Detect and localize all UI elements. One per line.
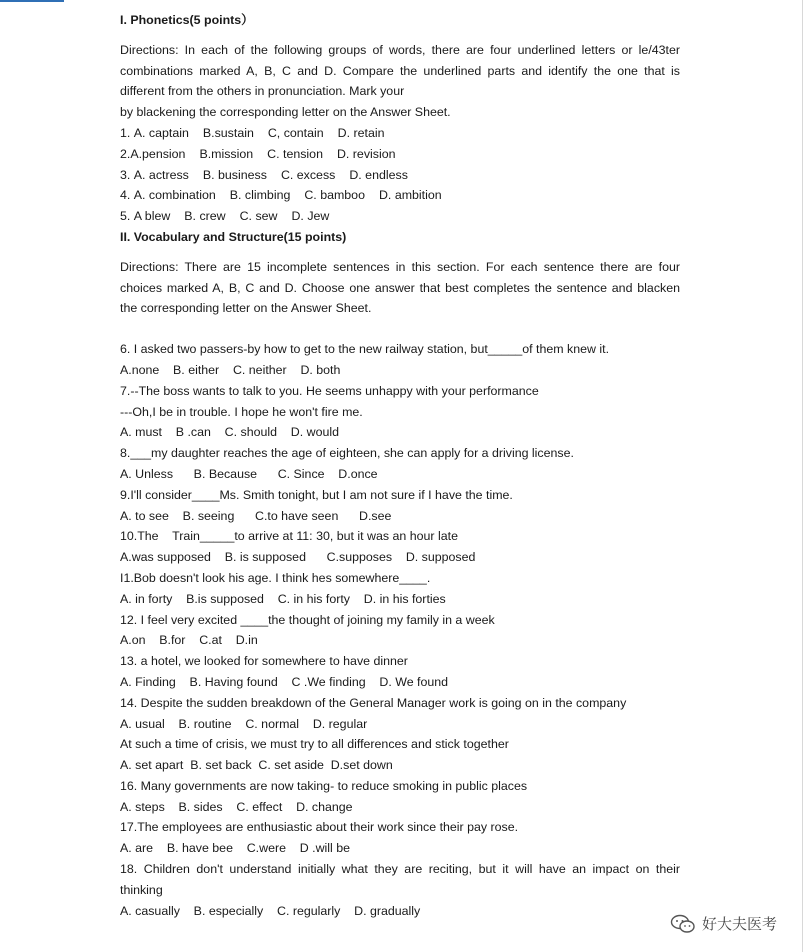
question-line: A.none B. either C. neither D. both	[120, 362, 341, 377]
question-line: 16. Many governments are now taking- to reduce smoking in public places	[120, 778, 528, 793]
answer-option: C. bamboo	[304, 188, 365, 203]
question-line: 18. Children don't understand initially what they are reciting, but it will have an impact on their	[120, 862, 680, 877]
answer-option: C, contain	[267, 125, 324, 140]
question-line: A.was supposed B. is supposed C.supposes D. supposed	[120, 550, 476, 565]
answer-option: A blew	[133, 209, 171, 224]
question-line: 10.The Train_____to arrive at 11: 30, but it was an hour late	[120, 529, 458, 544]
question-line: A.on B.for C.at D.in	[120, 633, 258, 648]
answer-option: A. captain	[133, 125, 189, 140]
answer-option: C. tension	[267, 146, 323, 161]
answer-option: D. Jew	[291, 209, 330, 224]
question-line: 17.The employees are enthusiastic about their work since their pay rose.	[120, 820, 519, 835]
answer-option: B.sustain	[202, 125, 254, 140]
question-line: 8.___my daughter reaches the age of eighteen, she can apply for a driving license.	[120, 446, 574, 461]
exam-page	[120, 10, 680, 921]
section2-directions-line: choices marked A, B, C and D. Choose one answer that best completes the sentence and blacken	[120, 280, 680, 295]
question-line: 14. Despite the sudden breakdown of the General Manager work is going on in the company	[120, 695, 627, 710]
watermark	[670, 913, 777, 934]
question-line: 9.I'll consider____Ms. Smith tonight, but I am not sure if I have the time.	[120, 487, 513, 502]
answer-option: D. retain	[337, 125, 385, 140]
question-number: 3.	[120, 167, 134, 182]
question-line: A. must B .can C. should D. would	[120, 425, 339, 440]
top-rule	[0, 0, 64, 2]
answer-option: D. endless	[349, 167, 408, 182]
answer-option: A. actress	[133, 167, 189, 182]
answer-option: B. climbing	[229, 188, 291, 203]
question-line: A. in forty B.is supposed C. in his forty D. in his forties	[120, 591, 446, 606]
phonetics-question	[120, 185, 680, 206]
answer-option: B. crew	[184, 209, 226, 224]
question-line: I1.Bob doesn't look his age. I think hes somewhere____.	[120, 570, 431, 585]
section1-directions-line: different from the others in pronunciation. Mark your	[120, 84, 405, 99]
question-line: A. Finding B. Having found C .We finding D. We found	[120, 674, 449, 689]
question-line: ---Oh,I be in trouble. I hope he won't fire me.	[120, 404, 363, 419]
answer-option: C. excess	[280, 167, 336, 182]
question-number: 4.	[120, 188, 134, 203]
answer-option: D. revision	[336, 146, 396, 161]
question-line: At such a time of crisis, we must try to all differences and stick together	[120, 737, 509, 752]
section1-directions-line: Directions: In each of the following groups of words, there are four underlined letters or le/43ter	[120, 42, 680, 57]
phonetics-questions	[120, 123, 680, 227]
phonetics-question	[120, 144, 680, 165]
question-line: 12. I feel very excited ____the thought of joining my family in a week	[120, 612, 495, 627]
question-line: A. to see B. seeing C.to have seen D.see	[120, 508, 392, 523]
question-line: A. usual B. routine C. normal D. regular	[120, 716, 368, 731]
answer-option: B. business	[202, 167, 267, 182]
section2-directions-line: the corresponding letter on the Answer Sheet.	[120, 301, 372, 316]
question-line: 7.--The boss wants to talk to you. He seems unhappy with your performance	[120, 383, 539, 398]
question-line: A. are B. have bee C.were D .will be	[120, 841, 351, 856]
section2-title: II. Vocabulary and Structure(15 points)	[120, 229, 347, 244]
answer-option: B.mission	[199, 146, 254, 161]
phonetics-question	[120, 206, 680, 227]
vocabulary-questions	[120, 339, 680, 859]
question-line: thinking	[120, 882, 163, 897]
question-options: A. casually B. especially C. regularly D. gradually	[120, 903, 421, 918]
question-line: A. Unless B. Because C. Since D.once	[120, 466, 378, 481]
section2-directions-line: Directions: There are 15 incomplete sentences in this section. For each sentence there are four	[120, 259, 680, 274]
answer-option: C. sew	[239, 209, 278, 224]
question-line: 13. a hotel, we looked for somewhere to have dinner	[120, 654, 408, 669]
answer-option: D. ambition	[378, 188, 442, 203]
question-line: 6. I asked two passers-by how to get to the new railway station, but_____of them knew it.	[120, 342, 610, 357]
section1-directions-line: by blackening the corresponding letter on the Answer Sheet.	[120, 105, 451, 120]
question-line: A. set apart B. set back C. set aside D.set down	[120, 758, 393, 773]
section1-directions-line: combinations marked A, B, C and D. Compare the underlined parts and identify the one that is	[120, 63, 680, 78]
answer-option: 2.A.pension	[120, 146, 186, 161]
question-line: A. steps B. sides C. effect D. change	[120, 799, 353, 814]
phonetics-question	[120, 165, 680, 186]
question-number: 1.	[120, 125, 134, 140]
phonetics-question	[120, 123, 680, 144]
answer-option: A. combination	[133, 188, 216, 203]
watermark-text: 好大夫医考	[701, 915, 777, 933]
question-number: 5.	[120, 209, 134, 224]
section1-title: I. Phonetics(5 points）	[120, 13, 254, 27]
wechat-icon	[670, 914, 696, 934]
